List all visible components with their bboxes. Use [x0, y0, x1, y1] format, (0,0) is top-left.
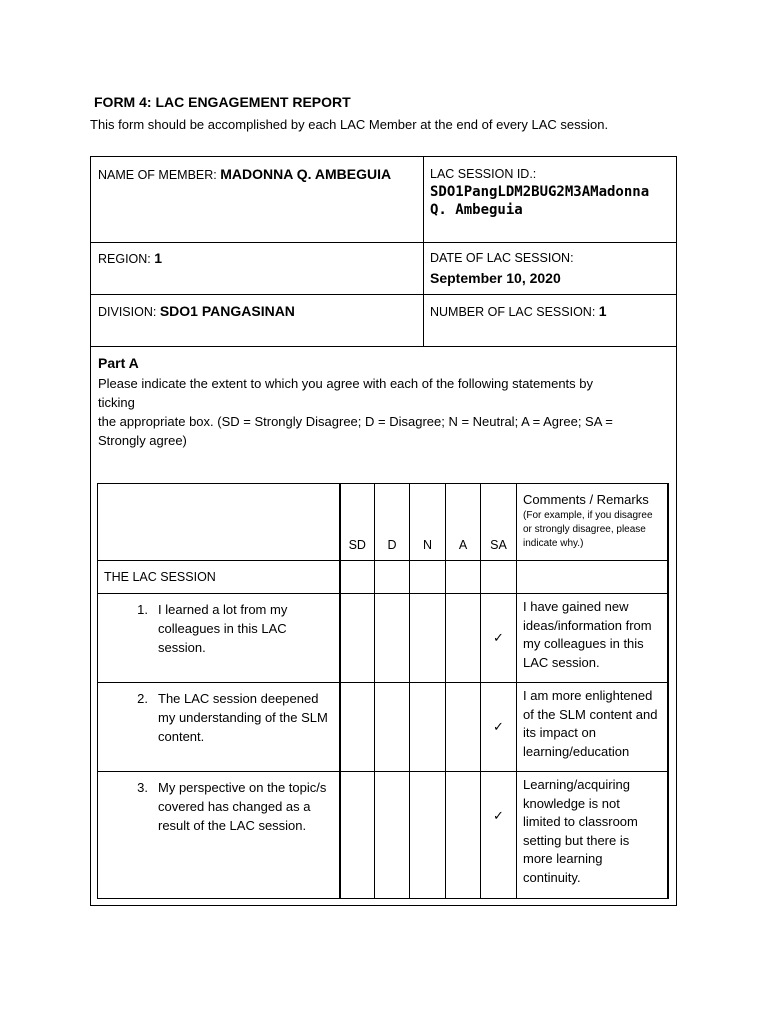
region-field — [98, 250, 162, 268]
rating-sd-checkbox[interactable] — [340, 594, 375, 683]
rating-a-checkbox[interactable] — [446, 594, 481, 683]
check-mark-icon: ✓ — [493, 630, 504, 645]
check-mark-icon: ✓ — [493, 808, 504, 823]
statement-row-3 — [98, 772, 668, 899]
session-id-label: LAC SESSION ID.: — [430, 167, 537, 181]
form-instruction: This form should be accomplished by each LAC Member at the end of every LAC session. — [90, 117, 609, 132]
empty-cell — [375, 561, 410, 594]
empty-cell — [340, 561, 375, 594]
rating-sa-checkbox[interactable] — [481, 683, 517, 772]
rating-sd-checkbox[interactable] — [340, 683, 375, 772]
part-a-line: Strongly agree) — [98, 433, 187, 448]
part-a-instructions — [98, 374, 663, 450]
statement-number: 1. — [137, 602, 148, 617]
part-a-line: the appropriate box. (SD = Strongly Disagree; D = Disagree; N = Neutral; A = Agree; SA = — [98, 414, 613, 429]
comments-note: (For example, if you disagree or strongly disagree, please indicate why.) — [523, 510, 653, 549]
division-label: DIVISION: — [98, 305, 157, 319]
session-id-value: SDO1PangLDM2BUG2M3AMadonna Q. Ambeguia — [430, 184, 650, 218]
divider — [91, 294, 676, 295]
session-date-label: DATE OF LAC SESSION: — [430, 251, 574, 265]
header-empty-cell — [98, 484, 340, 561]
empty-cell — [410, 561, 446, 594]
rating-sa-checkbox[interactable] — [481, 772, 517, 899]
statement-cell — [98, 683, 340, 772]
part-a-title: Part A — [98, 355, 139, 371]
header-comments — [517, 484, 668, 561]
remark-cell[interactable]: I am more enlightened of the SLM content and its impact on learning/education — [517, 683, 668, 772]
rating-header-row — [98, 484, 668, 561]
rating-a-checkbox[interactable] — [446, 683, 481, 772]
header-sa: SA — [481, 484, 517, 561]
statement-number: 2. — [137, 691, 148, 706]
rating-n-checkbox[interactable] — [410, 683, 446, 772]
statement-cell — [98, 772, 340, 899]
header-n: N — [410, 484, 446, 561]
rating-d-checkbox[interactable] — [375, 683, 410, 772]
rating-n-checkbox[interactable] — [410, 772, 446, 899]
rating-table — [97, 483, 669, 899]
region-value: 1 — [154, 250, 163, 266]
statement-text: My perspective on the topic/s covered has changed as a result of the LAC session. — [158, 780, 327, 833]
statement-number: 3. — [137, 780, 148, 795]
statement-text: I learned a lot from my colleagues in this LAC session. — [158, 602, 288, 655]
session-number-label: NUMBER OF LAC SESSION: — [430, 305, 596, 319]
session-date-value: September 10, 2020 — [430, 270, 561, 286]
remark-cell[interactable]: Learning/acquiring knowledge is not limited to classroom setting but there is more learning continuity. — [517, 772, 668, 899]
form-title: FORM 4: LAC ENGAGEMENT REPORT — [94, 94, 351, 110]
statement-text: The LAC session deepened my understanding of the SLM content. — [158, 691, 328, 744]
remark-cell[interactable]: I have gained new ideas/information from my colleagues in this LAC session. — [517, 594, 668, 683]
member-name-value: MADONNA Q. AMBEGUIA — [220, 166, 392, 182]
rating-d-checkbox[interactable] — [375, 594, 410, 683]
rating-sd-checkbox[interactable] — [340, 772, 375, 899]
rating-sa-checkbox[interactable] — [481, 594, 517, 683]
session-id-field — [430, 166, 660, 219]
part-a-line: ticking — [98, 395, 135, 410]
divider — [423, 157, 424, 346]
empty-cell — [446, 561, 481, 594]
check-mark-icon: ✓ — [493, 719, 504, 734]
comments-title: Comments / Remarks — [523, 492, 649, 507]
divider — [91, 346, 676, 347]
divider — [91, 242, 676, 243]
region-label: REGION: — [98, 252, 151, 266]
rating-d-checkbox[interactable] — [375, 772, 410, 899]
statement-cell — [98, 594, 340, 683]
division-field — [98, 303, 295, 321]
member-name-field — [98, 166, 391, 184]
member-name-label: NAME OF MEMBER: — [98, 168, 217, 182]
empty-cell — [517, 561, 668, 594]
part-a-line: Please indicate the extent to which you agree with each of the following statements by — [98, 376, 594, 391]
statement-row-2 — [98, 683, 668, 772]
session-number-field — [430, 303, 607, 321]
header-sd: SD — [340, 484, 375, 561]
rating-n-checkbox[interactable] — [410, 594, 446, 683]
section-label: THE LAC SESSION — [98, 561, 340, 594]
session-number-value: 1 — [598, 303, 607, 319]
empty-cell — [481, 561, 517, 594]
statement-row-1 — [98, 594, 668, 683]
session-date-field — [430, 250, 574, 289]
rating-a-checkbox[interactable] — [446, 772, 481, 899]
section-row — [98, 561, 668, 594]
division-value: SDO1 PANGASINAN — [159, 303, 295, 319]
header-d: D — [375, 484, 410, 561]
header-a: A — [446, 484, 481, 561]
